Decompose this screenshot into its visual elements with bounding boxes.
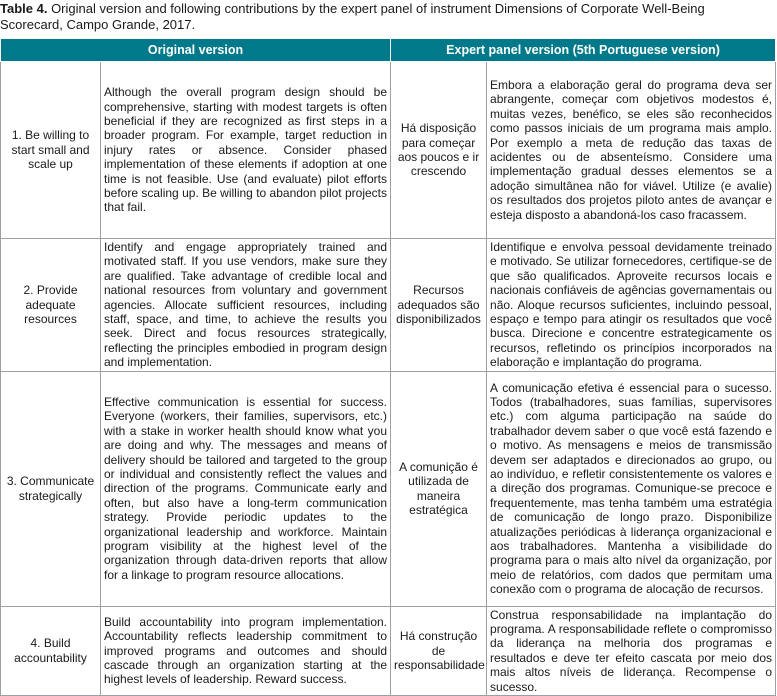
expert-dimension-cell: Há construção de responsabilidade <box>391 606 487 695</box>
expert-text-cell: A comunicação efetiva é essencial para o sucesso. Todos (trabalhadores, suas famílias, supervisores etc.) com alguma participação na saúde do trabalhador devem saber o que você está fazendo e o motivo. As mensagens e meios de transmissão devem ser adaptados e direcionados ao grupo, ou ao indivíduo, e refletir consistentemente os valores e a direção dos programas. Comunique-se precoce e frequentemente, mas tenha também uma estratégia de comunicação de longo prazo. Disponibilize atualizações periódicas à liderança organizacional e aos trabalhadores. Mantenha a visibilidade do programa para o mais alto nível da organização, por meio de relatórios, com dados que permitam uma conexão com o programa de alocação de recursos. <box>487 371 776 606</box>
expert-dimension-cell: Recursos adequados são disponibilizados <box>391 239 487 372</box>
header-expert-panel-version: Expert panel version (5th Portuguese version) <box>391 39 776 62</box>
expert-dimension-cell: A comunição é utilizada de maneira estratégica <box>391 371 487 606</box>
original-text-cell: Although the overall program design should be comprehensive, starting with modest targets is often beneficial if they are recognized as first steps in a broader program. For example, target reduction in injury rates or absence. Consider phased implementation of these elements if adoption at one time is not feasible. Use (and evaluate) pilot efforts before scaling up. Be willing to abandon pilot projects that fail. <box>101 62 391 239</box>
dimension-cell: 3. Communicate strategically <box>1 371 101 606</box>
header-original-version: Original version <box>1 39 391 62</box>
dimension-cell: 1. Be willing to start small and scale up <box>1 62 101 239</box>
original-text-cell: Identify and engage appropriately trained and motivated staff. If you use vendors, make sure they are qualified. Take advantage of credible local and national resources from voluntary and government agencies. Allocate sufficient resources, including staff, space, and time, to achieve the results you seek. Direct and focus resources strategically, reflecting the principles embodied in program design and implementation. <box>101 239 391 372</box>
expert-text-cell: Construa responsabilidade na implantação do programa. A responsabilidade reflete o compromisso da liderança na melhoria dos programas e resultados e deve ter efeito cascata por meio dos mais altos níveis de liderança. Recompense o sucesso. <box>487 606 776 695</box>
expert-dimension-cell: Há disposição para começar aos poucos e ir crescendo <box>391 62 487 239</box>
caption-text: Original version and following contributions by the expert panel of instrument Dimensions of Corporate Well-Being Scorecard, Campo Grande, 2017. <box>0 1 705 32</box>
table-caption <box>0 1 770 33</box>
table-row <box>1 62 776 239</box>
dimension-cell: 2. Provide adequate resources <box>1 239 101 372</box>
table-header-row <box>1 39 776 62</box>
table-row <box>1 239 776 372</box>
original-text-cell: Build accountability into program implementation. Accountability reflects leadership commitment to improved programs and outcomes and should cascade through an organization starting at the highest levels of leadership. Reward success. <box>101 606 391 695</box>
dimension-cell: 4. Build accountability <box>1 606 101 695</box>
expert-text-cell: Embora a elaboração geral do programa deva ser abrangente, começar com objetivos modestos é, muitas vezes, benéfico, se eles são reconhecidos como passos iniciais de um programa mais amplo. Por exemplo a meta de redução das taxas de acidentes ou de absenteísmo. Considere uma implementação gradual desses elementos se a adoção simultânea não for viável. Utilize (e avalie) os resultados dos projetos piloto antes de avançar e esteja disposto a abandoná-los caso fracassem. <box>487 62 776 239</box>
original-text-cell: Effective communication is essential for success. Everyone (workers, their families, supervisors, etc.) with a stake in worker health should know what you are doing and why. The messages and means of delivery should be tailored and targeted to the group or individual and consistently reflect the values and direction of the programs. Communicate early and often, but also have a long-term communication strategy. Provide periodic updates to the organizational leadership and workforce. Maintain program visibility at the highest level of the organization through data-driven reports that allow for a linkage to program resource allocations. <box>101 371 391 606</box>
table-row <box>1 371 776 606</box>
caption-label: Table 4. <box>0 1 48 16</box>
expert-text-cell: Identifique e envolva pessoal devidamente treinado e motivado. Se utilizar fornecedores, certifique-se de que são qualificados. Aproveite recursos locais e nacionais confiáveis de agências governamentais ou não. Aloque recursos suficientes, incluindo pessoal, espaço e tempo para atingir os resultados que você busca. Direcione e concentre estrategicamente os recursos, refletindo os princípios incorporados na elaboração e implantação do programa. <box>487 239 776 372</box>
table-row <box>1 606 776 695</box>
comparison-table <box>0 38 776 696</box>
